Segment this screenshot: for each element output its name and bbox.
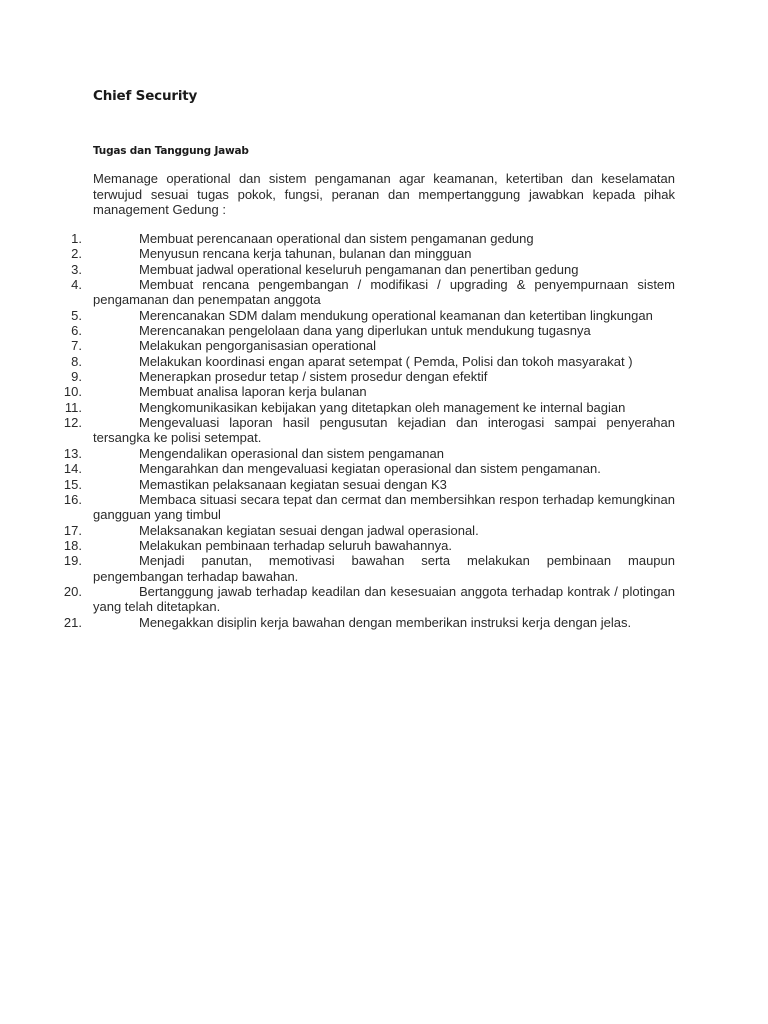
- list-item-number: 11.: [64, 399, 82, 415]
- list-item-number: 21.: [63, 614, 82, 630]
- list-item-number: 19.: [63, 553, 82, 569]
- list-item-number: 13.: [63, 445, 82, 461]
- list-item-number: 5.: [71, 307, 82, 323]
- list-item-number: 18.: [63, 537, 82, 553]
- list-item-text: Merencanakan SDM dalam mendukung operational keamanan dan ketertiban lingkungan: [139, 307, 653, 323]
- list-item-text: Membuat rencana pengembangan / modifikasi / upgrading & penyempurnaan sistem pengamanan dan penempatan anggota: [93, 277, 675, 308]
- list-item: [0, 523, 675, 538]
- list-item-text: Mengendalikan operasional dan sistem pengamanan: [139, 445, 444, 461]
- list-item: [0, 231, 675, 246]
- list-item-text: Melakukan pembinaan terhadap seluruh bawahannya.: [139, 537, 452, 553]
- list-item-number: 3.: [71, 261, 82, 277]
- list-item: [0, 338, 675, 353]
- list-item-text: Membaca situasi secara tepat dan cermat dan membersihkan respon terhadap kemungkinan gangguan yang timbul: [93, 491, 675, 523]
- list-item: [0, 277, 675, 308]
- list-item-number: 14.: [63, 461, 82, 477]
- list-item-number: 12.: [63, 415, 82, 431]
- list-item-text: Melakukan pengorganisasian operational: [139, 338, 377, 354]
- list-item-text: Melakukan koordinasi engan aparat setempat ( Pemda, Polisi dan tokoh masyarakat ): [139, 353, 633, 369]
- list-item: [0, 538, 675, 553]
- list-item: [0, 461, 675, 476]
- list-item: [0, 400, 675, 415]
- list-item-text: Menyusun rencana kerja tahunan, bulanan dan mingguan: [139, 246, 472, 262]
- list-item: [0, 246, 675, 261]
- list-item-number: 7.: [71, 338, 82, 354]
- list-item: [0, 615, 675, 630]
- list-item: [0, 584, 675, 615]
- list-item: [0, 308, 675, 323]
- list-item-number: 16.: [63, 491, 82, 507]
- list-item-text: Membuat jadwal operational keseluruh pengamanan dan penertiban gedung: [139, 261, 579, 277]
- list-item-text: Menegakkan disiplin kerja bawahan dengan memberikan instruksi kerja dengan jelas.: [139, 614, 632, 630]
- intro-paragraph: Memanage operational dan sistem pengamanan agar keamanan, ketertiban dan keselamatan terwujud sesuai tugas pokok, fungsi, peranan dan mempertanggung jawabkan kepada pihak management Gedung :: [93, 171, 675, 217]
- list-item-number: 17.: [63, 522, 82, 538]
- list-item: [0, 492, 675, 523]
- list-item: [0, 415, 675, 446]
- list-item: [0, 262, 675, 277]
- list-item-text: Memastikan pelaksanaan kegiatan sesuai dengan K3: [139, 476, 447, 492]
- list-item-text: Merencanakan pengelolaan dana yang diperlukan untuk mendukung tugasnya: [139, 323, 591, 339]
- duties-list: [0, 231, 768, 630]
- list-item: [0, 446, 675, 461]
- list-item-text: Mengkomunikasikan kebijakan yang ditetapkan oleh management ke internal bagian: [139, 399, 626, 415]
- list-item: [0, 384, 675, 399]
- list-item-number: 8.: [71, 353, 82, 369]
- section-subtitle: Tugas dan Tanggung Jawab: [93, 145, 249, 157]
- list-item-number: 2.: [71, 246, 82, 262]
- list-item-number: 4.: [71, 277, 82, 293]
- list-item-number: 20.: [63, 583, 82, 599]
- list-item-number: 15.: [63, 476, 82, 492]
- list-item-text: Membuat analisa laporan kerja bulanan: [139, 384, 367, 400]
- document-title: Chief Security: [93, 88, 198, 104]
- list-item-text: Mengarahkan dan mengevaluasi kegiatan operasional dan sistem pengamanan.: [139, 461, 601, 477]
- list-item-number: 6.: [71, 323, 82, 339]
- list-item: [0, 354, 675, 369]
- list-item: [0, 369, 675, 384]
- list-item-text: Mengevaluasi laporan hasil pengusutan kejadian dan interogasi sampai penyerahan tersangka ke polisi setempat.: [93, 415, 675, 446]
- list-item-text: Bertanggung jawab terhadap keadilan dan kesesuaian anggota terhadap kontrak / plotingan yang telah ditetapkan.: [93, 583, 675, 615]
- list-item-text: Menjadi panutan, memotivasi bawahan serta melakukan pembinaan maupun pengembangan terhadap bawahan.: [93, 553, 675, 584]
- list-item: [0, 553, 675, 584]
- list-item-text: Melaksanakan kegiatan sesuai dengan jadwal operasional.: [139, 522, 479, 538]
- list-item-text: Membuat perencanaan operational dan sistem pengamanan gedung: [139, 231, 534, 246]
- list-item-number: 10.: [63, 384, 82, 400]
- list-item: [0, 323, 675, 338]
- list-item-number: 1.: [71, 231, 82, 246]
- list-item-text: Menerapkan prosedur tetap / sistem prosedur dengan efektif: [139, 369, 488, 385]
- list-item-number: 9.: [71, 369, 82, 385]
- list-item: [0, 477, 675, 492]
